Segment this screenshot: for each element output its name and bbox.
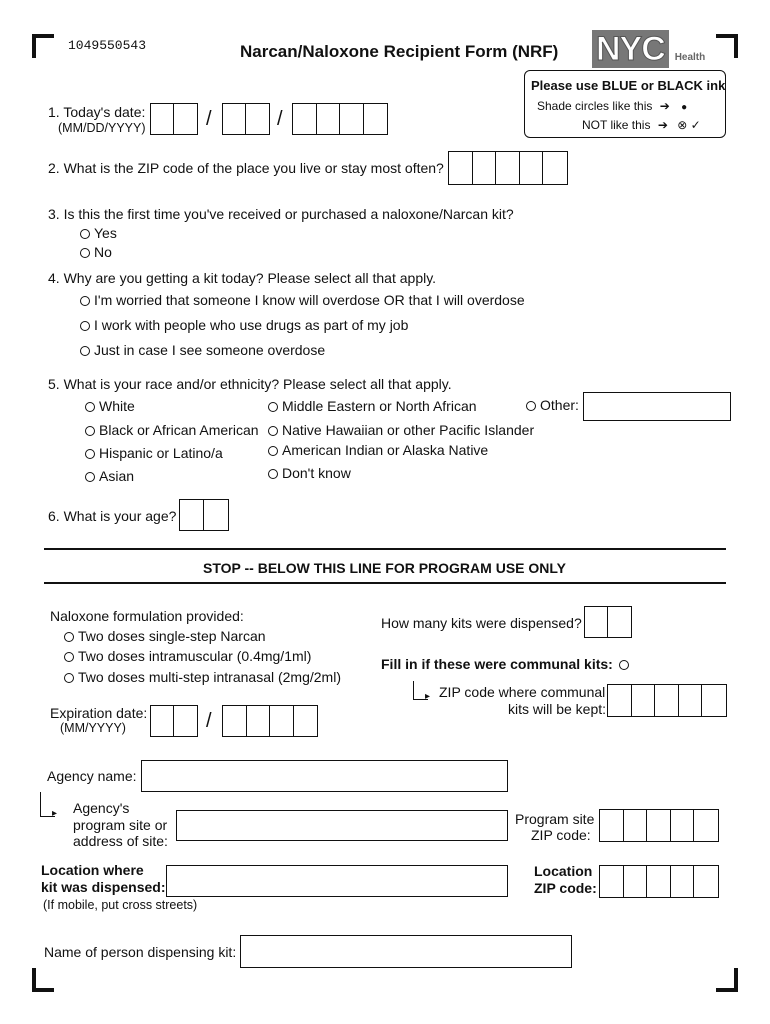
q5-option-middle-eastern[interactable]: Middle Eastern or North African	[268, 398, 477, 414]
q5-label: 5. What is your race and/or ethnicity? Please select all that apply.	[48, 376, 452, 392]
corner-mark-tr	[716, 34, 738, 38]
date-separator: /	[206, 710, 212, 732]
kits-dispensed-boxes[interactable]	[584, 606, 632, 638]
agency-site-label-1: Agency's	[73, 800, 130, 816]
location-field[interactable]	[166, 865, 508, 897]
q4-option-work[interactable]: I work with people who use drugs as part of my job	[80, 317, 408, 333]
divider-top	[44, 548, 726, 550]
radio-circle[interactable]	[80, 229, 90, 239]
date-month-boxes[interactable]	[150, 103, 198, 135]
q1-label: 1. Today's date:	[48, 104, 146, 120]
agency-site-label-2: program site or	[73, 817, 168, 833]
formulation-multi-step[interactable]: Two doses multi-step intranasal (2mg/2ml)	[64, 669, 341, 685]
q5-option-other[interactable]: Other:	[526, 397, 579, 413]
q3-option-yes[interactable]: Yes	[80, 225, 117, 241]
location-label-2: kit was dispensed:	[41, 879, 166, 895]
agency-site-field[interactable]	[176, 810, 508, 841]
q1-format: (MM/DD/YYYY)	[58, 121, 146, 135]
logo-text: NYC	[592, 30, 669, 68]
q3-label: 3. Is this the first time you've received or purchased a naloxone/Narcan kit?	[48, 206, 514, 222]
arrow-right-icon: ▸	[425, 691, 431, 702]
expiration-month-boxes[interactable]	[150, 705, 198, 737]
q5-option-american-indian[interactable]: American Indian or Alaska Native	[268, 442, 488, 458]
location-zip-label-1: Location	[534, 863, 593, 879]
nyc-health-logo	[592, 30, 705, 69]
program-zip-boxes[interactable]	[599, 809, 719, 842]
communal-zip-label-1: ZIP code where communal	[439, 684, 606, 700]
date-separator: /	[206, 108, 212, 130]
age-boxes[interactable]	[179, 499, 229, 531]
arrow-right-icon: ➔	[659, 99, 670, 113]
agency-name-field[interactable]	[141, 760, 508, 792]
agency-site-label-3: address of site:	[73, 833, 168, 849]
program-zip-label-2: ZIP code:	[531, 827, 591, 843]
zip-boxes[interactable]	[448, 151, 568, 185]
shade-example-row: Shade circles like this ➔ ●	[537, 99, 688, 113]
agency-name-label: Agency name:	[47, 768, 137, 784]
filled-circle-icon: ●	[681, 102, 688, 113]
location-note: (If mobile, put cross streets)	[43, 898, 198, 912]
arrow-right-icon: ▸	[52, 808, 58, 819]
dispenser-label: Name of person dispensing kit:	[44, 944, 237, 960]
communal-zip-boxes[interactable]	[607, 684, 727, 717]
q5-option-white[interactable]: White	[85, 398, 135, 414]
q2-label: 2. What is the ZIP code of the place you live or stay most often?	[48, 160, 444, 176]
corner-mark-br	[716, 988, 738, 992]
arrow-right-icon: ➔	[657, 118, 668, 132]
expiration-format: (MM/YYYY)	[60, 721, 126, 735]
q6-label: 6. What is your age?	[48, 508, 177, 524]
logo-sub: Health	[674, 52, 706, 63]
communal-zip-label-2: kits will be kept:	[508, 701, 607, 717]
expiration-label: Expiration date:	[50, 705, 148, 721]
q4-label: 4. Why are you getting a kit today? Please select all that apply.	[48, 270, 437, 286]
q5-option-hawaiian[interactable]: Native Hawaiian or other Pacific Islander	[268, 422, 534, 438]
bad-example-row: NOT like this ➔ ⊗ ✓	[582, 118, 701, 132]
date-separator: /	[277, 108, 283, 130]
divider-bottom	[44, 582, 726, 584]
location-zip-label-2: ZIP code:	[534, 880, 597, 896]
page-title: Narcan/Naloxone Recipient Form (NRF)	[240, 42, 559, 61]
corner-mark-tl	[32, 34, 54, 38]
formulation-single-step[interactable]: Two doses single-step Narcan	[64, 628, 266, 644]
q4-option-worried[interactable]: I'm worried that someone I know will overdose OR that I will overdose	[80, 292, 525, 308]
date-day-boxes[interactable]	[222, 103, 270, 135]
q5-option-dont-know[interactable]: Don't know	[268, 465, 351, 481]
communal-kits-option[interactable]: Fill in if these were communal kits:	[381, 656, 633, 672]
location-label-1: Location where	[41, 862, 144, 878]
formulation-label: Naloxone formulation provided:	[50, 608, 244, 624]
expiration-year-boxes[interactable]	[222, 705, 318, 737]
kits-dispensed-label: How many kits were dispensed?	[381, 615, 582, 631]
q4-option-just-in-case[interactable]: Just in case I see someone overdose	[80, 342, 325, 358]
form-id: 1049550543	[68, 38, 147, 53]
q5-option-asian[interactable]: Asian	[85, 468, 134, 484]
dispenser-name-field[interactable]	[240, 935, 572, 968]
program-zip-label-1: Program site	[515, 811, 595, 827]
date-year-boxes[interactable]	[292, 103, 388, 135]
stop-banner: STOP -- BELOW THIS LINE FOR PROGRAM USE ONLY	[203, 560, 566, 576]
bad-mark-icon: ⊗ ✓	[677, 118, 701, 132]
location-zip-boxes[interactable]	[599, 865, 719, 898]
corner-mark-bl	[32, 988, 54, 992]
formulation-intramuscular[interactable]: Two doses intramuscular (0.4mg/1ml)	[64, 648, 311, 664]
q3-option-no[interactable]: No	[80, 244, 112, 260]
other-text-field[interactable]	[583, 392, 731, 421]
q5-option-hispanic[interactable]: Hispanic or Latino/a	[85, 445, 223, 461]
q5-option-black[interactable]: Black or African American	[85, 422, 259, 438]
radio-circle[interactable]	[80, 248, 90, 258]
ink-instruction-title: Please use BLUE or BLACK ink	[531, 78, 726, 93]
